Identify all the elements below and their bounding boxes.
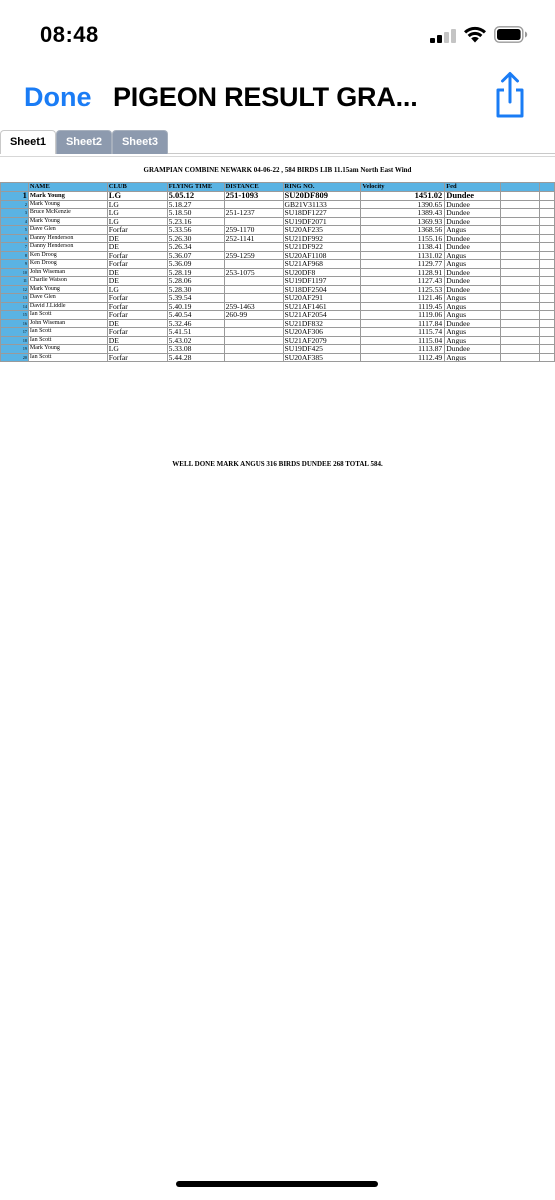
cell-club[interactable]: Forfar: [107, 311, 167, 320]
cell-time[interactable]: 5.26.34: [167, 243, 224, 252]
cell-empty[interactable]: [501, 260, 540, 269]
column-header-name: NAME: [28, 183, 107, 192]
done-button[interactable]: Done: [24, 82, 92, 112]
cell-name[interactable]: Mark Young: [28, 200, 107, 209]
home-indicator[interactable]: [176, 1181, 378, 1187]
cell-fed[interactable]: Dundee: [445, 243, 501, 252]
cell-empty[interactable]: [539, 192, 554, 201]
cell-distance[interactable]: [224, 260, 283, 269]
cell-empty[interactable]: [539, 226, 554, 235]
cell-fed[interactable]: Dundee: [445, 217, 501, 226]
row-number: 9: [1, 260, 29, 269]
cell-ring[interactable]: SU20AF291: [283, 294, 361, 303]
cell-club[interactable]: DE: [107, 319, 167, 328]
cell-empty[interactable]: [501, 217, 540, 226]
cell-velocity[interactable]: 1451.02: [361, 192, 445, 201]
cell-velocity[interactable]: 1127.43: [361, 277, 445, 286]
cell-name[interactable]: Bruce McKenzie: [28, 209, 107, 218]
cell-time[interactable]: 5.18.50: [167, 209, 224, 218]
cell-empty[interactable]: [501, 200, 540, 209]
cell-time[interactable]: 5.05.12: [167, 192, 224, 201]
table-row: [1, 336, 555, 345]
cell-club[interactable]: LG: [107, 217, 167, 226]
cell-empty[interactable]: [539, 209, 554, 218]
row-number: 16: [1, 319, 29, 328]
cell-club[interactable]: LG: [107, 285, 167, 294]
spreadsheet[interactable]: [0, 156, 555, 476]
cell-time[interactable]: 5.36.09: [167, 260, 224, 269]
table-row: [1, 243, 555, 252]
cell-distance[interactable]: [224, 285, 283, 294]
cell-club[interactable]: LG: [107, 192, 167, 201]
cell-ring[interactable]: SU18DF1227: [283, 209, 361, 218]
cell-fed[interactable]: Dundee: [445, 277, 501, 286]
cell-empty[interactable]: [539, 234, 554, 243]
cell-velocity[interactable]: 1138.41: [361, 243, 445, 252]
cell-fed[interactable]: Angus: [445, 336, 501, 345]
cell-fed[interactable]: Angus: [445, 294, 501, 303]
cell-distance[interactable]: [224, 345, 283, 354]
table-row: [1, 209, 555, 218]
cell-empty[interactable]: [539, 217, 554, 226]
cell-time[interactable]: 5.33.56: [167, 226, 224, 235]
cell-distance[interactable]: [224, 243, 283, 252]
cell-ring[interactable]: SU20AF306: [283, 328, 361, 337]
cell-distance[interactable]: 259-1259: [224, 251, 283, 260]
cell-club[interactable]: Forfar: [107, 302, 167, 311]
cell-ring[interactable]: SU19DF425: [283, 345, 361, 354]
cell-empty[interactable]: [539, 268, 554, 277]
cell-empty[interactable]: [539, 251, 554, 260]
cell-empty[interactable]: [539, 277, 554, 286]
cell-club[interactable]: DE: [107, 243, 167, 252]
row-number: 2: [1, 200, 29, 209]
cell-empty[interactable]: [539, 302, 554, 311]
cell-ring[interactable]: SU21DF992: [283, 234, 361, 243]
cell-velocity[interactable]: 1119.45: [361, 302, 445, 311]
cell-name[interactable]: Ian Scott: [28, 353, 107, 362]
table-row: [1, 328, 555, 337]
cell-name[interactable]: Ken Droog: [28, 260, 107, 269]
row-number: 10: [1, 268, 29, 277]
cell-distance[interactable]: [224, 200, 283, 209]
cell-ring[interactable]: SU21DF832: [283, 319, 361, 328]
cell-time[interactable]: 5.40.54: [167, 311, 224, 320]
cell-fed[interactable]: Angus: [445, 328, 501, 337]
cell-time[interactable]: 5.28.19: [167, 268, 224, 277]
cell-club[interactable]: Forfar: [107, 353, 167, 362]
cell-distance[interactable]: [224, 336, 283, 345]
cell-velocity[interactable]: 1117.84: [361, 319, 445, 328]
cell-distance[interactable]: [224, 277, 283, 286]
status-time: 08:48: [40, 22, 99, 47]
cell-time[interactable]: 5.41.51: [167, 328, 224, 337]
cell-empty[interactable]: [501, 268, 540, 277]
table-row: [1, 251, 555, 260]
table-row: [1, 217, 555, 226]
cell-name[interactable]: Ian Scott: [28, 311, 107, 320]
cell-empty[interactable]: [501, 319, 540, 328]
row-number: 11: [1, 277, 29, 286]
document-title: PIGEON RESULT GRA...: [113, 82, 418, 112]
share-icon: [490, 70, 530, 120]
cell-club[interactable]: LG: [107, 209, 167, 218]
tab-sheet1[interactable]: Sheet1: [0, 130, 56, 154]
cell-fed[interactable]: Dundee: [445, 268, 501, 277]
row-number: 19: [1, 345, 29, 354]
cell-club[interactable]: Forfar: [107, 251, 167, 260]
cell-name[interactable]: John Wiseman: [28, 319, 107, 328]
cell-empty[interactable]: [501, 353, 540, 362]
cell-empty[interactable]: [539, 285, 554, 294]
table-row: [1, 260, 555, 269]
cell-ring[interactable]: SU21AF2054: [283, 311, 361, 320]
cell-ring[interactable]: SU20AF1108: [283, 251, 361, 260]
cell-time[interactable]: 5.43.02: [167, 336, 224, 345]
cell-fed[interactable]: Angus: [445, 302, 501, 311]
cell-ring[interactable]: SU19DF1197: [283, 277, 361, 286]
cell-ring[interactable]: SU20AF235: [283, 226, 361, 235]
cell-fed[interactable]: Dundee: [445, 285, 501, 294]
cell-time[interactable]: 5.32.46: [167, 319, 224, 328]
table-row: [1, 294, 555, 303]
table-row: [1, 268, 555, 277]
cell-empty[interactable]: [501, 209, 540, 218]
cell-velocity[interactable]: 1113.87: [361, 345, 445, 354]
grid-line: [0, 156, 555, 157]
cell-distance[interactable]: [224, 319, 283, 328]
row-number: 17: [1, 328, 29, 337]
cell-ring[interactable]: SU21AF1461: [283, 302, 361, 311]
row-number: 8: [1, 251, 29, 260]
cell-velocity[interactable]: 1128.91: [361, 268, 445, 277]
cell-velocity[interactable]: 1121.46: [361, 294, 445, 303]
cell-name[interactable]: John Wiseman: [28, 268, 107, 277]
cell-velocity[interactable]: 1131.02: [361, 251, 445, 260]
cell-empty[interactable]: [501, 192, 540, 201]
table-row: [1, 311, 555, 320]
cell-empty[interactable]: [539, 319, 554, 328]
cell-club[interactable]: Forfar: [107, 328, 167, 337]
row-number: 12: [1, 285, 29, 294]
cell-empty[interactable]: [501, 251, 540, 260]
cell-name[interactable]: Charlie Watson: [28, 277, 107, 286]
cell-velocity[interactable]: 1125.53: [361, 285, 445, 294]
cell-empty[interactable]: [501, 285, 540, 294]
cell-fed[interactable]: Angus: [445, 226, 501, 235]
cell-ring[interactable]: SU21AF2079: [283, 336, 361, 345]
cell-ring[interactable]: SU19DF2071: [283, 217, 361, 226]
cell-fed[interactable]: Angus: [445, 260, 501, 269]
cell-fed[interactable]: Dundee: [445, 200, 501, 209]
column-header-distance: DISTANCE: [224, 183, 283, 192]
row-number: 5: [1, 226, 29, 235]
cell-velocity[interactable]: 1112.49: [361, 353, 445, 362]
row-number: 3: [1, 209, 29, 218]
cell-distance[interactable]: 260-99: [224, 311, 283, 320]
cell-empty[interactable]: [501, 234, 540, 243]
row-number: 14: [1, 302, 29, 311]
cell-time[interactable]: 5.28.30: [167, 285, 224, 294]
results-table: [0, 182, 555, 362]
navigation-bar: [0, 70, 555, 126]
table-row: [1, 319, 555, 328]
cell-distance[interactable]: 259-1170: [224, 226, 283, 235]
row-number: 4: [1, 217, 29, 226]
cell-club[interactable]: LG: [107, 345, 167, 354]
cell-empty[interactable]: [501, 226, 540, 235]
cell-distance[interactable]: 252-1141: [224, 234, 283, 243]
cell-time[interactable]: 5.39.54: [167, 294, 224, 303]
cell-club[interactable]: DE: [107, 336, 167, 345]
row-number-header: [1, 183, 29, 192]
cell-velocity[interactable]: 1155.16: [361, 234, 445, 243]
cell-empty[interactable]: [539, 243, 554, 252]
column-header-empty: [501, 183, 540, 192]
cell-empty[interactable]: [501, 345, 540, 354]
cell-name[interactable]: Ian Scott: [28, 336, 107, 345]
cellular-signal-icon: [430, 28, 456, 43]
cell-empty[interactable]: [501, 311, 540, 320]
cell-fed[interactable]: Angus: [445, 251, 501, 260]
cell-empty[interactable]: [501, 243, 540, 252]
row-number: 20: [1, 353, 29, 362]
cell-empty[interactable]: [539, 353, 554, 362]
cell-velocity[interactable]: 1115.74: [361, 328, 445, 337]
cell-name[interactable]: Mark Young: [28, 192, 107, 201]
cell-name[interactable]: Ian Scott: [28, 328, 107, 337]
table-row: [1, 353, 555, 362]
wifi-icon: [463, 25, 487, 43]
cell-fed[interactable]: Dundee: [445, 192, 501, 201]
cell-velocity[interactable]: 1390.65: [361, 200, 445, 209]
table-row: [1, 234, 555, 243]
cell-empty[interactable]: [501, 294, 540, 303]
cell-ring[interactable]: SU21AF968: [283, 260, 361, 269]
row-number: 6: [1, 234, 29, 243]
cell-fed[interactable]: Dundee: [445, 234, 501, 243]
cell-name[interactable]: Dave Glen: [28, 226, 107, 235]
cell-time[interactable]: 5.28.06: [167, 277, 224, 286]
cell-fed[interactable]: Dundee: [445, 319, 501, 328]
cell-distance[interactable]: [224, 353, 283, 362]
cell-name[interactable]: Mark Young: [28, 217, 107, 226]
cell-time[interactable]: 5.33.08: [167, 345, 224, 354]
row-number: 18: [1, 336, 29, 345]
cell-ring[interactable]: SU20DF809: [283, 192, 361, 201]
cell-name[interactable]: Mark Young: [28, 345, 107, 354]
cell-empty[interactable]: [501, 328, 540, 337]
column-header-club: CLUB: [107, 183, 167, 192]
share-button[interactable]: [490, 70, 530, 120]
table-row: [1, 192, 555, 201]
cell-club[interactable]: DE: [107, 277, 167, 286]
cell-empty[interactable]: [539, 294, 554, 303]
cell-empty[interactable]: [501, 336, 540, 345]
cell-distance[interactable]: [224, 217, 283, 226]
cell-velocity[interactable]: 1369.93: [361, 217, 445, 226]
cell-time[interactable]: 5.36.07: [167, 251, 224, 260]
cell-fed[interactable]: Dundee: [445, 209, 501, 218]
row-number: 1: [1, 192, 29, 201]
cell-name[interactable]: Ken Droog: [28, 251, 107, 260]
cell-empty[interactable]: [501, 302, 540, 311]
table-row: [1, 277, 555, 286]
cell-distance[interactable]: 251-1093: [224, 192, 283, 201]
cell-name[interactable]: Dave Glen: [28, 294, 107, 303]
cell-time[interactable]: 5.23.16: [167, 217, 224, 226]
cell-empty[interactable]: [539, 328, 554, 337]
tab-sheet3[interactable]: Sheet3: [112, 130, 168, 154]
table-row: [1, 285, 555, 294]
cell-velocity[interactable]: 1368.56: [361, 226, 445, 235]
column-header-velocity: Velocity: [361, 183, 445, 192]
sheet-title: GRAMPIAN COMBINE NEWARK 04-06-22 , 584 BIRDS LIB 11.15am North East Wind: [143, 166, 412, 174]
cell-club[interactable]: LG: [107, 200, 167, 209]
cell-name[interactable]: David J.Liddle: [28, 302, 107, 311]
cell-club[interactable]: DE: [107, 268, 167, 277]
cell-velocity[interactable]: 1115.04: [361, 336, 445, 345]
column-header-flying-time: FLYING TIME: [167, 183, 224, 192]
cell-name[interactable]: Mark Young: [28, 285, 107, 294]
cell-empty[interactable]: [501, 277, 540, 286]
cell-empty[interactable]: [539, 260, 554, 269]
column-header-empty: [539, 183, 554, 192]
cell-distance[interactable]: 259-1463: [224, 302, 283, 311]
cell-time[interactable]: 5.18.27: [167, 200, 224, 209]
cell-club[interactable]: Forfar: [107, 260, 167, 269]
cell-fed[interactable]: Angus: [445, 311, 501, 320]
cell-ring[interactable]: SU20DF8: [283, 268, 361, 277]
cell-fed[interactable]: Dundee: [445, 345, 501, 354]
cell-time[interactable]: 5.26.30: [167, 234, 224, 243]
cell-distance[interactable]: 251-1237: [224, 209, 283, 218]
table-row: [1, 200, 555, 209]
cell-velocity[interactable]: 1389.43: [361, 209, 445, 218]
cell-ring[interactable]: SU21DF922: [283, 243, 361, 252]
cell-empty[interactable]: [539, 200, 554, 209]
cell-distance[interactable]: [224, 294, 283, 303]
cell-club[interactable]: Forfar: [107, 226, 167, 235]
cell-time[interactable]: 5.44.28: [167, 353, 224, 362]
cell-velocity[interactable]: 1129.77: [361, 260, 445, 269]
table-row: [1, 302, 555, 311]
column-header-fed: Fed: [445, 183, 501, 192]
tab-sheet2[interactable]: Sheet2: [56, 130, 112, 154]
battery-icon: [494, 26, 528, 43]
cell-distance[interactable]: 253-1075: [224, 268, 283, 277]
status-bar: [0, 0, 555, 70]
cell-ring[interactable]: GB21V31133: [283, 200, 361, 209]
table-header-row: [1, 183, 555, 192]
cell-club[interactable]: DE: [107, 234, 167, 243]
cell-club[interactable]: Forfar: [107, 294, 167, 303]
cell-ring[interactable]: SU20AF385: [283, 353, 361, 362]
cell-time[interactable]: 5.40.19: [167, 302, 224, 311]
table-row: [1, 226, 555, 235]
row-number: 7: [1, 243, 29, 252]
row-number: 15: [1, 311, 29, 320]
cell-name[interactable]: Danny Henderson: [28, 243, 107, 252]
sheet-tabs: [0, 130, 555, 154]
column-header-ring-no: RING NO.: [283, 183, 361, 192]
cell-empty[interactable]: [539, 345, 554, 354]
cell-ring[interactable]: SU18DF2504: [283, 285, 361, 294]
cell-velocity[interactable]: 1119.06: [361, 311, 445, 320]
row-number: 13: [1, 294, 29, 303]
cell-empty[interactable]: [539, 311, 554, 320]
cell-empty[interactable]: [539, 336, 554, 345]
cell-name[interactable]: Danny Henderson: [28, 234, 107, 243]
cell-fed[interactable]: Angus: [445, 353, 501, 362]
table-row: [1, 345, 555, 354]
sheet-footer: WELL DONE MARK ANGUS 316 BIRDS DUNDEE 268 TOTAL 584.: [172, 460, 383, 468]
cell-distance[interactable]: [224, 328, 283, 337]
